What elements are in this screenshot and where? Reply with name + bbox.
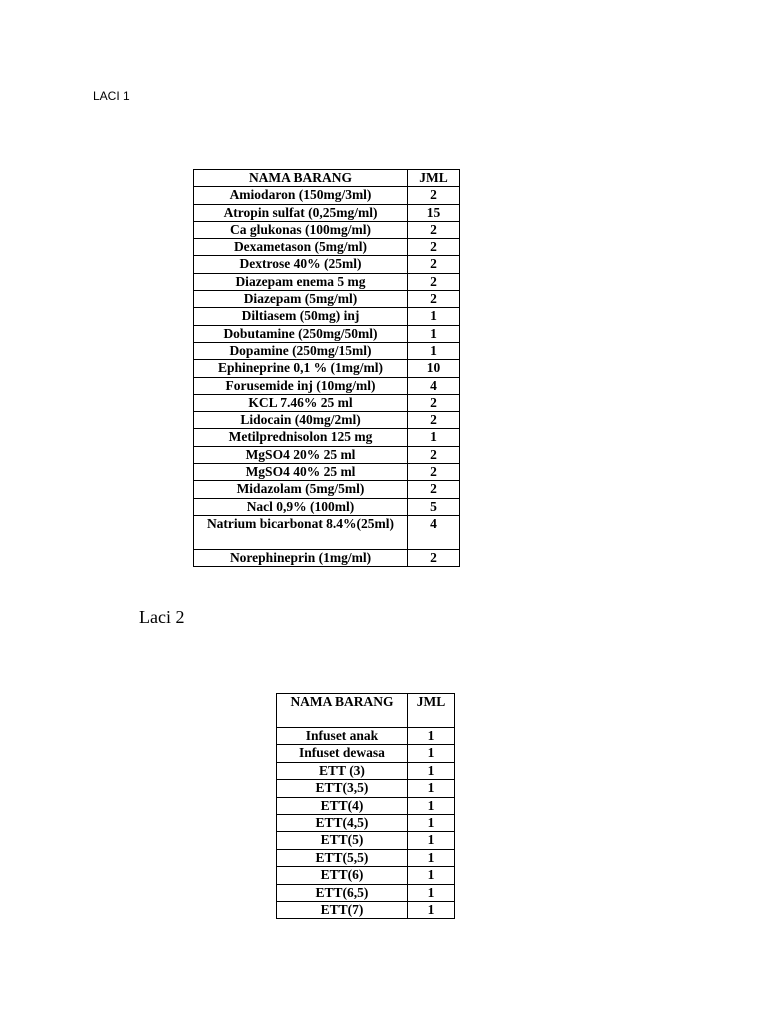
cell-nama-barang: Infuset dewasa xyxy=(277,745,408,762)
table-row xyxy=(277,867,455,884)
table-row xyxy=(194,464,460,481)
cell-jml: 1 xyxy=(408,762,455,779)
table-row xyxy=(194,429,460,446)
cell-nama-barang: MgSO4 20% 25 ml xyxy=(194,446,408,463)
cell-nama-barang: MgSO4 40% 25 ml xyxy=(194,464,408,481)
cell-nama-barang: ETT(6,5) xyxy=(277,884,408,901)
table-row xyxy=(277,884,455,901)
cell-nama-barang: ETT(4) xyxy=(277,797,408,814)
table-row xyxy=(194,308,460,325)
laci-2-title: Laci 2 xyxy=(139,607,185,627)
table-row xyxy=(277,901,455,918)
table-row xyxy=(277,762,455,779)
cell-jml: 4 xyxy=(408,515,460,549)
cell-nama-barang: Ca glukonas (100mg/ml) xyxy=(194,221,408,238)
table-row xyxy=(194,204,460,221)
table-row xyxy=(194,256,460,273)
cell-nama-barang: Forusemide inj (10mg/ml) xyxy=(194,377,408,394)
cell-jml: 4 xyxy=(408,377,460,394)
table-row xyxy=(277,832,455,849)
laci-1-title: LACI 1 xyxy=(93,89,130,103)
cell-jml: 2 xyxy=(408,464,460,481)
cell-nama-barang: Natrium bicarbonat 8.4%(25ml) xyxy=(194,515,408,549)
table-row xyxy=(194,325,460,342)
cell-nama-barang: Atropin sulfat (0,25mg/ml) xyxy=(194,204,408,221)
laci-1-table xyxy=(193,169,460,567)
cell-nama-barang: Metilprednisolon 125 mg xyxy=(194,429,408,446)
laci-1-table-body xyxy=(194,187,460,567)
table-header-row xyxy=(194,170,460,187)
cell-nama-barang: Lidocain (40mg/2ml) xyxy=(194,412,408,429)
table-row xyxy=(194,446,460,463)
table-row xyxy=(194,187,460,204)
table-row xyxy=(194,239,460,256)
cell-jml: 2 xyxy=(408,187,460,204)
table-row xyxy=(194,291,460,308)
table-row xyxy=(194,342,460,359)
cell-nama-barang: Diazepam enema 5 mg xyxy=(194,273,408,290)
column-header-jml: JML xyxy=(408,694,455,728)
cell-jml: 2 xyxy=(408,481,460,498)
cell-nama-barang: KCL 7.46% 25 ml xyxy=(194,394,408,411)
column-header-nama-barang: NAMA BARANG xyxy=(277,694,408,728)
table-row xyxy=(277,745,455,762)
table-row xyxy=(277,728,455,745)
cell-jml: 2 xyxy=(408,394,460,411)
cell-jml: 1 xyxy=(408,849,455,866)
cell-jml: 1 xyxy=(408,797,455,814)
cell-nama-barang: ETT(3,5) xyxy=(277,780,408,797)
cell-nama-barang: ETT(4,5) xyxy=(277,814,408,831)
cell-nama-barang: Infuset anak xyxy=(277,728,408,745)
cell-jml: 1 xyxy=(408,884,455,901)
cell-nama-barang: Midazolam (5mg/5ml) xyxy=(194,481,408,498)
cell-jml: 1 xyxy=(408,342,460,359)
table-row xyxy=(194,377,460,394)
table-row xyxy=(194,515,460,549)
cell-nama-barang: ETT(6) xyxy=(277,867,408,884)
laci-2-table-body xyxy=(277,728,455,919)
cell-jml: 1 xyxy=(408,325,460,342)
cell-nama-barang: Norephineprin (1mg/ml) xyxy=(194,549,408,566)
table-row xyxy=(194,394,460,411)
cell-jml: 2 xyxy=(408,412,460,429)
cell-nama-barang: Diazepam (5mg/ml) xyxy=(194,291,408,308)
table-row xyxy=(194,481,460,498)
cell-jml: 2 xyxy=(408,273,460,290)
table-row xyxy=(277,780,455,797)
cell-jml: 2 xyxy=(408,239,460,256)
table-header-row xyxy=(277,694,455,728)
cell-jml: 1 xyxy=(408,308,460,325)
cell-nama-barang: ETT (3) xyxy=(277,762,408,779)
table-row xyxy=(277,797,455,814)
cell-jml: 1 xyxy=(408,832,455,849)
cell-nama-barang: Diltiasem (50mg) inj xyxy=(194,308,408,325)
cell-nama-barang: Ephineprine 0,1 % (1mg/ml) xyxy=(194,360,408,377)
cell-nama-barang: ETT(5) xyxy=(277,832,408,849)
cell-jml: 2 xyxy=(408,221,460,238)
cell-jml: 15 xyxy=(408,204,460,221)
table-row xyxy=(194,221,460,238)
table-row xyxy=(194,273,460,290)
cell-jml: 2 xyxy=(408,291,460,308)
table-row xyxy=(194,549,460,566)
cell-jml: 1 xyxy=(408,429,460,446)
cell-nama-barang: Amiodaron (150mg/3ml) xyxy=(194,187,408,204)
cell-nama-barang: Dobutamine (250mg/50ml) xyxy=(194,325,408,342)
table-row xyxy=(277,814,455,831)
column-header-jml: JML xyxy=(408,170,460,187)
cell-jml: 1 xyxy=(408,745,455,762)
column-header-nama-barang: NAMA BARANG xyxy=(194,170,408,187)
cell-jml: 1 xyxy=(408,728,455,745)
cell-nama-barang: ETT(7) xyxy=(277,901,408,918)
laci-2-table xyxy=(276,693,455,919)
cell-jml: 1 xyxy=(408,867,455,884)
cell-jml: 2 xyxy=(408,549,460,566)
cell-nama-barang: Dexametason (5mg/ml) xyxy=(194,239,408,256)
cell-jml: 2 xyxy=(408,446,460,463)
table-row xyxy=(194,360,460,377)
table-row xyxy=(194,498,460,515)
cell-nama-barang: Dextrose 40% (25ml) xyxy=(194,256,408,273)
table-row xyxy=(277,849,455,866)
cell-jml: 10 xyxy=(408,360,460,377)
cell-jml: 5 xyxy=(408,498,460,515)
cell-jml: 1 xyxy=(408,780,455,797)
cell-jml: 2 xyxy=(408,256,460,273)
cell-nama-barang: Nacl 0,9% (100ml) xyxy=(194,498,408,515)
cell-jml: 1 xyxy=(408,814,455,831)
cell-jml: 1 xyxy=(408,901,455,918)
table-row xyxy=(194,412,460,429)
cell-nama-barang: Dopamine (250mg/15ml) xyxy=(194,342,408,359)
cell-nama-barang: ETT(5,5) xyxy=(277,849,408,866)
